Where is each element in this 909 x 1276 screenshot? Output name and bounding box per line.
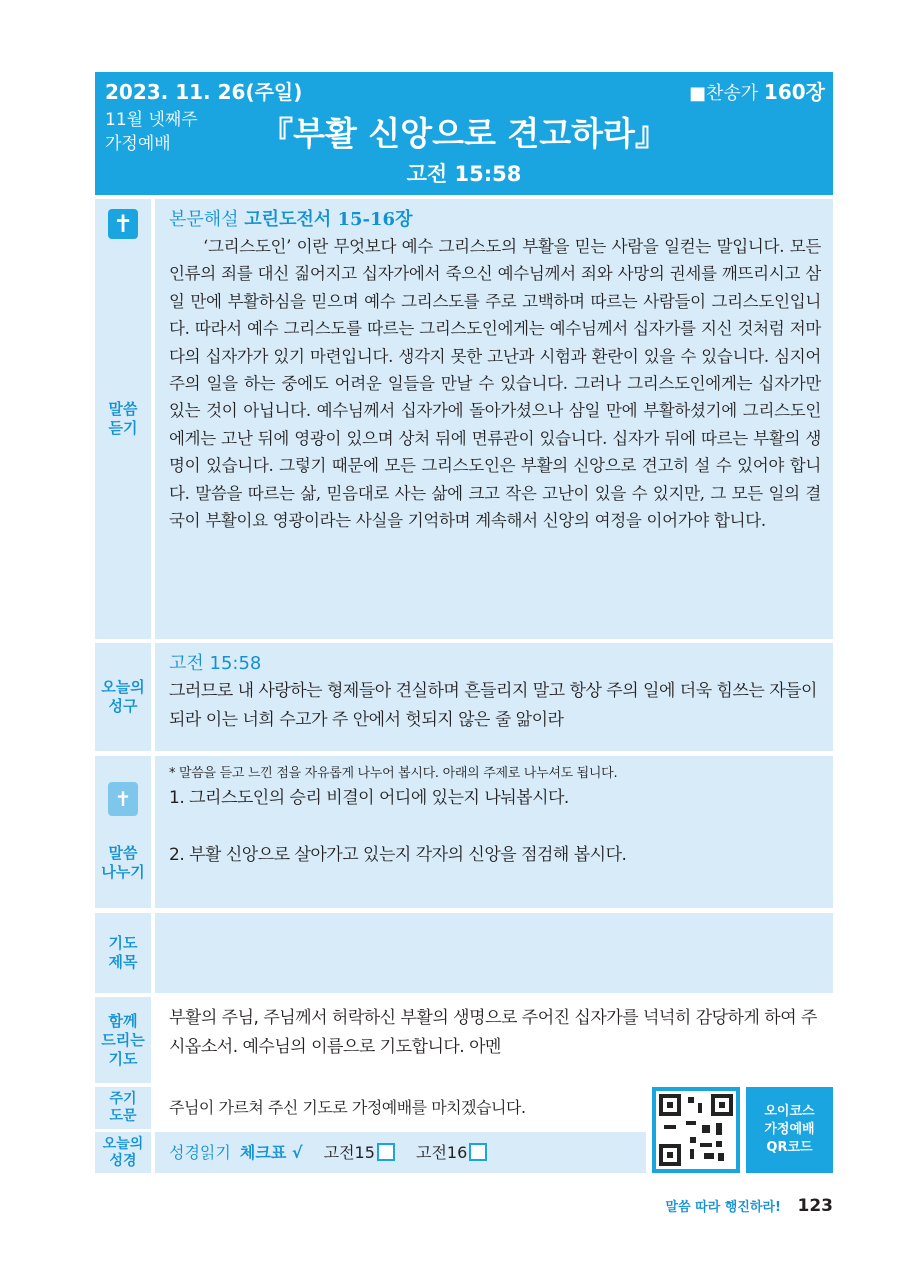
qr-caption-line1: 오이코스	[764, 1104, 815, 1119]
verse-content	[155, 643, 833, 751]
reading-check-label: 체크표 √	[239, 1143, 303, 1162]
qr-module	[704, 1153, 714, 1159]
commentary-ref: 고린도전서 15-16장	[244, 209, 413, 230]
share-question-2: 2. 부활 신앙으로 살아가고 있는지 각자의 신앙을 점검해 봅시다.	[169, 845, 627, 865]
verse-section	[95, 643, 833, 751]
reading-item-1: 고전15	[323, 1143, 375, 1162]
listen-label-line2: 듣기	[108, 419, 138, 437]
share-section	[95, 756, 833, 908]
page-title: 『부활 신앙으로 견고하라』	[260, 114, 668, 153]
commentary-heading	[169, 207, 821, 233]
prayer-title-label-line1: 기도	[108, 934, 138, 952]
reading-item-2: 고전16	[416, 1143, 468, 1162]
lords-prayer-text: 주님이 가르쳐 주신 기도로 가정예배를 마치겠습니다.	[169, 1098, 526, 1117]
prayer-label-line1: 함께	[108, 1011, 138, 1030]
reading-checkbox-1[interactable]	[377, 1143, 395, 1161]
qr-finder-bottom-left	[659, 1144, 681, 1166]
reading-label-line2: 성경	[109, 1152, 137, 1169]
prayer-label-line3: 기도	[108, 1049, 138, 1068]
qr-finder-top-right	[711, 1094, 733, 1116]
page-number: 123	[797, 1196, 833, 1216]
reading-label-line1: 오늘의	[102, 1135, 144, 1152]
listen-label	[95, 199, 151, 639]
worship-label: 가정예배	[105, 134, 171, 154]
prayer-label	[95, 997, 151, 1083]
reading-checkbox-2[interactable]	[469, 1143, 487, 1161]
prayer-title-section	[95, 913, 833, 993]
reading-label	[95, 1132, 151, 1173]
qr-module	[688, 1097, 694, 1103]
prayer-title-label-line2: 제목	[108, 953, 138, 971]
reading-prefix: 성경읽기	[169, 1143, 231, 1162]
verse-text: 그러므로 내 사랑하는 형제들아 견실하며 흔들리지 말고 항상 주의 일에 더욱 힘쓰는 자들이 되라 이는 너희 수고가 주 안에서 헛되지 않은 줄 앎이라	[169, 681, 817, 730]
qr-code-image	[656, 1091, 736, 1169]
prayer-content	[155, 997, 833, 1083]
share-label	[95, 756, 151, 908]
title-reference: 고전 15:58	[406, 162, 522, 186]
lords-prayer-section	[95, 1087, 646, 1129]
qr-module	[716, 1141, 722, 1147]
worship-date: 2023. 11. 26(주일)	[105, 80, 303, 104]
prayer-title-label	[95, 913, 151, 993]
qr-caption	[746, 1087, 833, 1173]
qr-module	[718, 1153, 724, 1161]
prayer-text: 부활의 주님, 주님께서 허락하신 부활의 생명으로 주어진 십자가를 넉넉히 감당하게 하여 주시옵소서. 예수님의 이름으로 기도합니다. 아멘	[169, 1008, 817, 1057]
share-content	[155, 756, 833, 908]
share-label-line1: 말씀	[108, 844, 138, 862]
reading-section	[95, 1132, 646, 1173]
lords-prayer-label-line2: 도문	[109, 1108, 137, 1124]
lords-prayer-label	[95, 1087, 151, 1129]
bible-cross-icon: ✝	[108, 209, 138, 239]
lords-prayer-label-line1: 주기	[109, 1091, 137, 1107]
lords-prayer-content	[155, 1087, 646, 1129]
qr-caption-line3: QR코드	[766, 1140, 813, 1155]
bible-book-icon: ✝	[108, 782, 138, 816]
qr-module	[700, 1143, 712, 1147]
qr-module	[690, 1149, 694, 1159]
share-label-line2: 나누기	[101, 863, 145, 881]
header-banner	[95, 72, 833, 195]
commentary-body: ‘그리스도인’ 이란 무엇보다 예수 그리스도의 부활을 믿는 사람을 일컫는 말입니다. 모든 인류의 죄를 대신 짊어지고 십자가에서 죽으신 예수님께서 죄와 사망의 권세를 깨뜨리시고 삼일 만에 부활하심을 믿으며 예수 그리스도를 주로 고백하며 따르는 사람들이 그리스도인입니다. 따라서 예수 그리스도를 따르는 그리스도인에게는 예수님께서 십자가를 지신 것처럼 저마다의 십자가가 있기 마련입니다. 생각지 못한 고난과 시험과 환란이 있을 수 있습니다. 심지어 주의 일을 하는 중에도 어려운 일들을 만날 수 있습니다. 그러나 그리스도인에게는 십자가만 있는 것이 아닙니다. 예수님께서 십자가에 돌아가셨으나 삼일 만에 부활하셨기에 그리스도인에게는 고난 뒤에 영광이 있으며 상처 뒤에 면류관이 있습니다. 십자가 뒤에 따르는 부활의 생명이 있습니다. 그렇기 때문에 모든 그리스도인은 부활의 신앙으로 견고히 설 수 있어야 합니다. 말씀을 따르는 삶, 믿음대로 사는 삶에 크고 작은 고난이 있을 수 있지만, 그 모든 일의 결국이 부활이요 영광이라는 사실을 기억하며 계속해서 신앙의 여정을 이어가야 합니다.	[169, 237, 821, 531]
verse-label-line2: 성구	[108, 697, 138, 715]
hymn-number: 160장	[763, 80, 825, 104]
qr-finder-top-left	[659, 1094, 681, 1116]
reading-content	[155, 1132, 646, 1173]
prayer-title-content	[155, 913, 833, 993]
qr-caption-line2: 가정예배	[764, 1122, 815, 1137]
verse-label-line1: 오늘의	[101, 678, 145, 696]
footer-slogan: 말씀 따라 행진하라!	[665, 1200, 781, 1215]
verse-ref: 고전 15:58	[169, 653, 262, 674]
qr-module	[686, 1121, 696, 1125]
verse-label	[95, 643, 151, 751]
hymn-prefix: ■찬송가	[689, 83, 759, 104]
prayer-label-line2: 드리는	[101, 1030, 145, 1049]
qr-module	[698, 1103, 702, 1113]
qr-module	[702, 1125, 710, 1133]
week-label: 11월 넷째주	[105, 110, 198, 130]
qr-module	[690, 1137, 696, 1143]
prayer-section	[95, 997, 833, 1083]
qr-module	[664, 1125, 676, 1129]
share-note: * 말씀을 듣고 느낀 점을 자유롭게 나누어 봅시다. 아래의 주제로 나누셔도 됩니다.	[169, 766, 618, 781]
commentary-prefix: 본문해설	[169, 209, 239, 230]
page-footer	[666, 1196, 833, 1216]
listen-section	[95, 199, 833, 639]
listen-content	[155, 199, 833, 639]
share-question-1: 1. 그리스도인의 승리 비결이 어디에 있는지 나눠봅시다.	[169, 788, 569, 808]
qr-code[interactable]	[652, 1087, 740, 1173]
hymn-info	[689, 76, 825, 105]
listen-label-line1: 말씀	[108, 400, 138, 418]
qr-module	[716, 1123, 722, 1135]
